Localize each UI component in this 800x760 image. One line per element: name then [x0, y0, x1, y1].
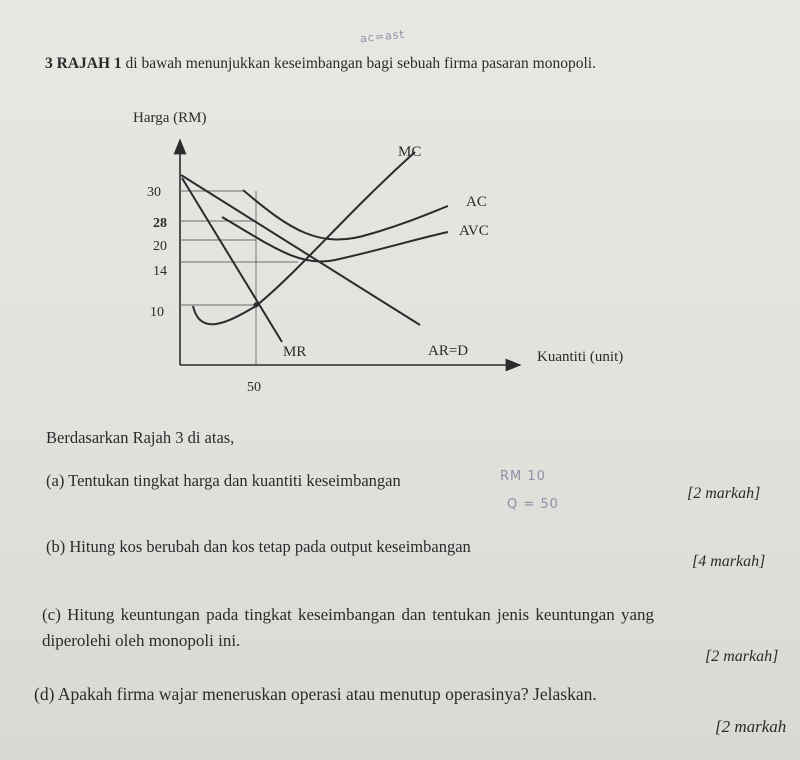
- y-tick-20: 20: [153, 239, 167, 254]
- part-b-label: (b): [46, 537, 66, 556]
- part-c-marks: [2 markah]: [705, 648, 779, 665]
- answer-a-line2: Q = 50: [507, 497, 559, 512]
- part-c-text: Hitung keuntungan pada tingkat keseimbangan dan tentukan jenis keuntungan yang: [67, 605, 655, 624]
- demand-ar-curve: [181, 175, 420, 325]
- part-c-continuation: diperolehi oleh monopoli ini.: [42, 631, 241, 650]
- y-tick-10: 10: [150, 305, 164, 320]
- answer-a-line1: RM 10: [500, 469, 546, 484]
- y-axis-title: Harga (RM): [133, 110, 207, 126]
- lead-in: Berdasarkan Rajah 3 di atas,: [46, 428, 235, 447]
- ac-label: AC: [466, 194, 487, 210]
- handwritten-scribble: ac=ast: [359, 27, 406, 46]
- part-a: [46, 471, 401, 491]
- mc-curve: [193, 152, 415, 324]
- part-a-text: Tentukan tingkat harga dan kuantiti keseimbangan: [68, 471, 401, 490]
- equilibrium-point: [254, 303, 259, 308]
- mr-label: MR: [283, 344, 307, 360]
- x-axis-title: Kuantiti (unit): [537, 349, 624, 365]
- y-tick-28: 28: [153, 216, 167, 231]
- mc-label: MC: [398, 144, 422, 160]
- avc-label: AVC: [459, 223, 489, 239]
- part-d-label: (d): [34, 684, 55, 704]
- part-d-text: Apakah firma wajar meneruskan operasi atau menutup operasinya? Jelaskan.: [57, 684, 597, 704]
- part-b-marks: [4 markah]: [692, 553, 766, 570]
- part-c-label: (c): [42, 605, 61, 624]
- question-stem-text: di bawah menunjukkan keseimbangan bagi sebuah firma pasaran monopoli.: [125, 55, 596, 72]
- part-d-marks: [2 markah: [715, 717, 787, 736]
- figure-reference: RAJAH 1: [56, 55, 122, 72]
- part-b: [46, 537, 471, 557]
- part-d: [34, 684, 597, 705]
- part-a-label: (a): [46, 471, 65, 490]
- part-b-text: Hitung kos berubah dan kos tetap pada output keseimbangan: [69, 537, 471, 556]
- part-a-marks: [2 markah]: [687, 485, 761, 502]
- y-tick-30: 30: [147, 185, 161, 200]
- y-tick-14: 14: [153, 264, 167, 279]
- part-c: [42, 605, 654, 625]
- ard-label: AR=D: [428, 343, 469, 359]
- x-tick-50: 50: [247, 380, 261, 395]
- question-number: 3: [45, 55, 53, 72]
